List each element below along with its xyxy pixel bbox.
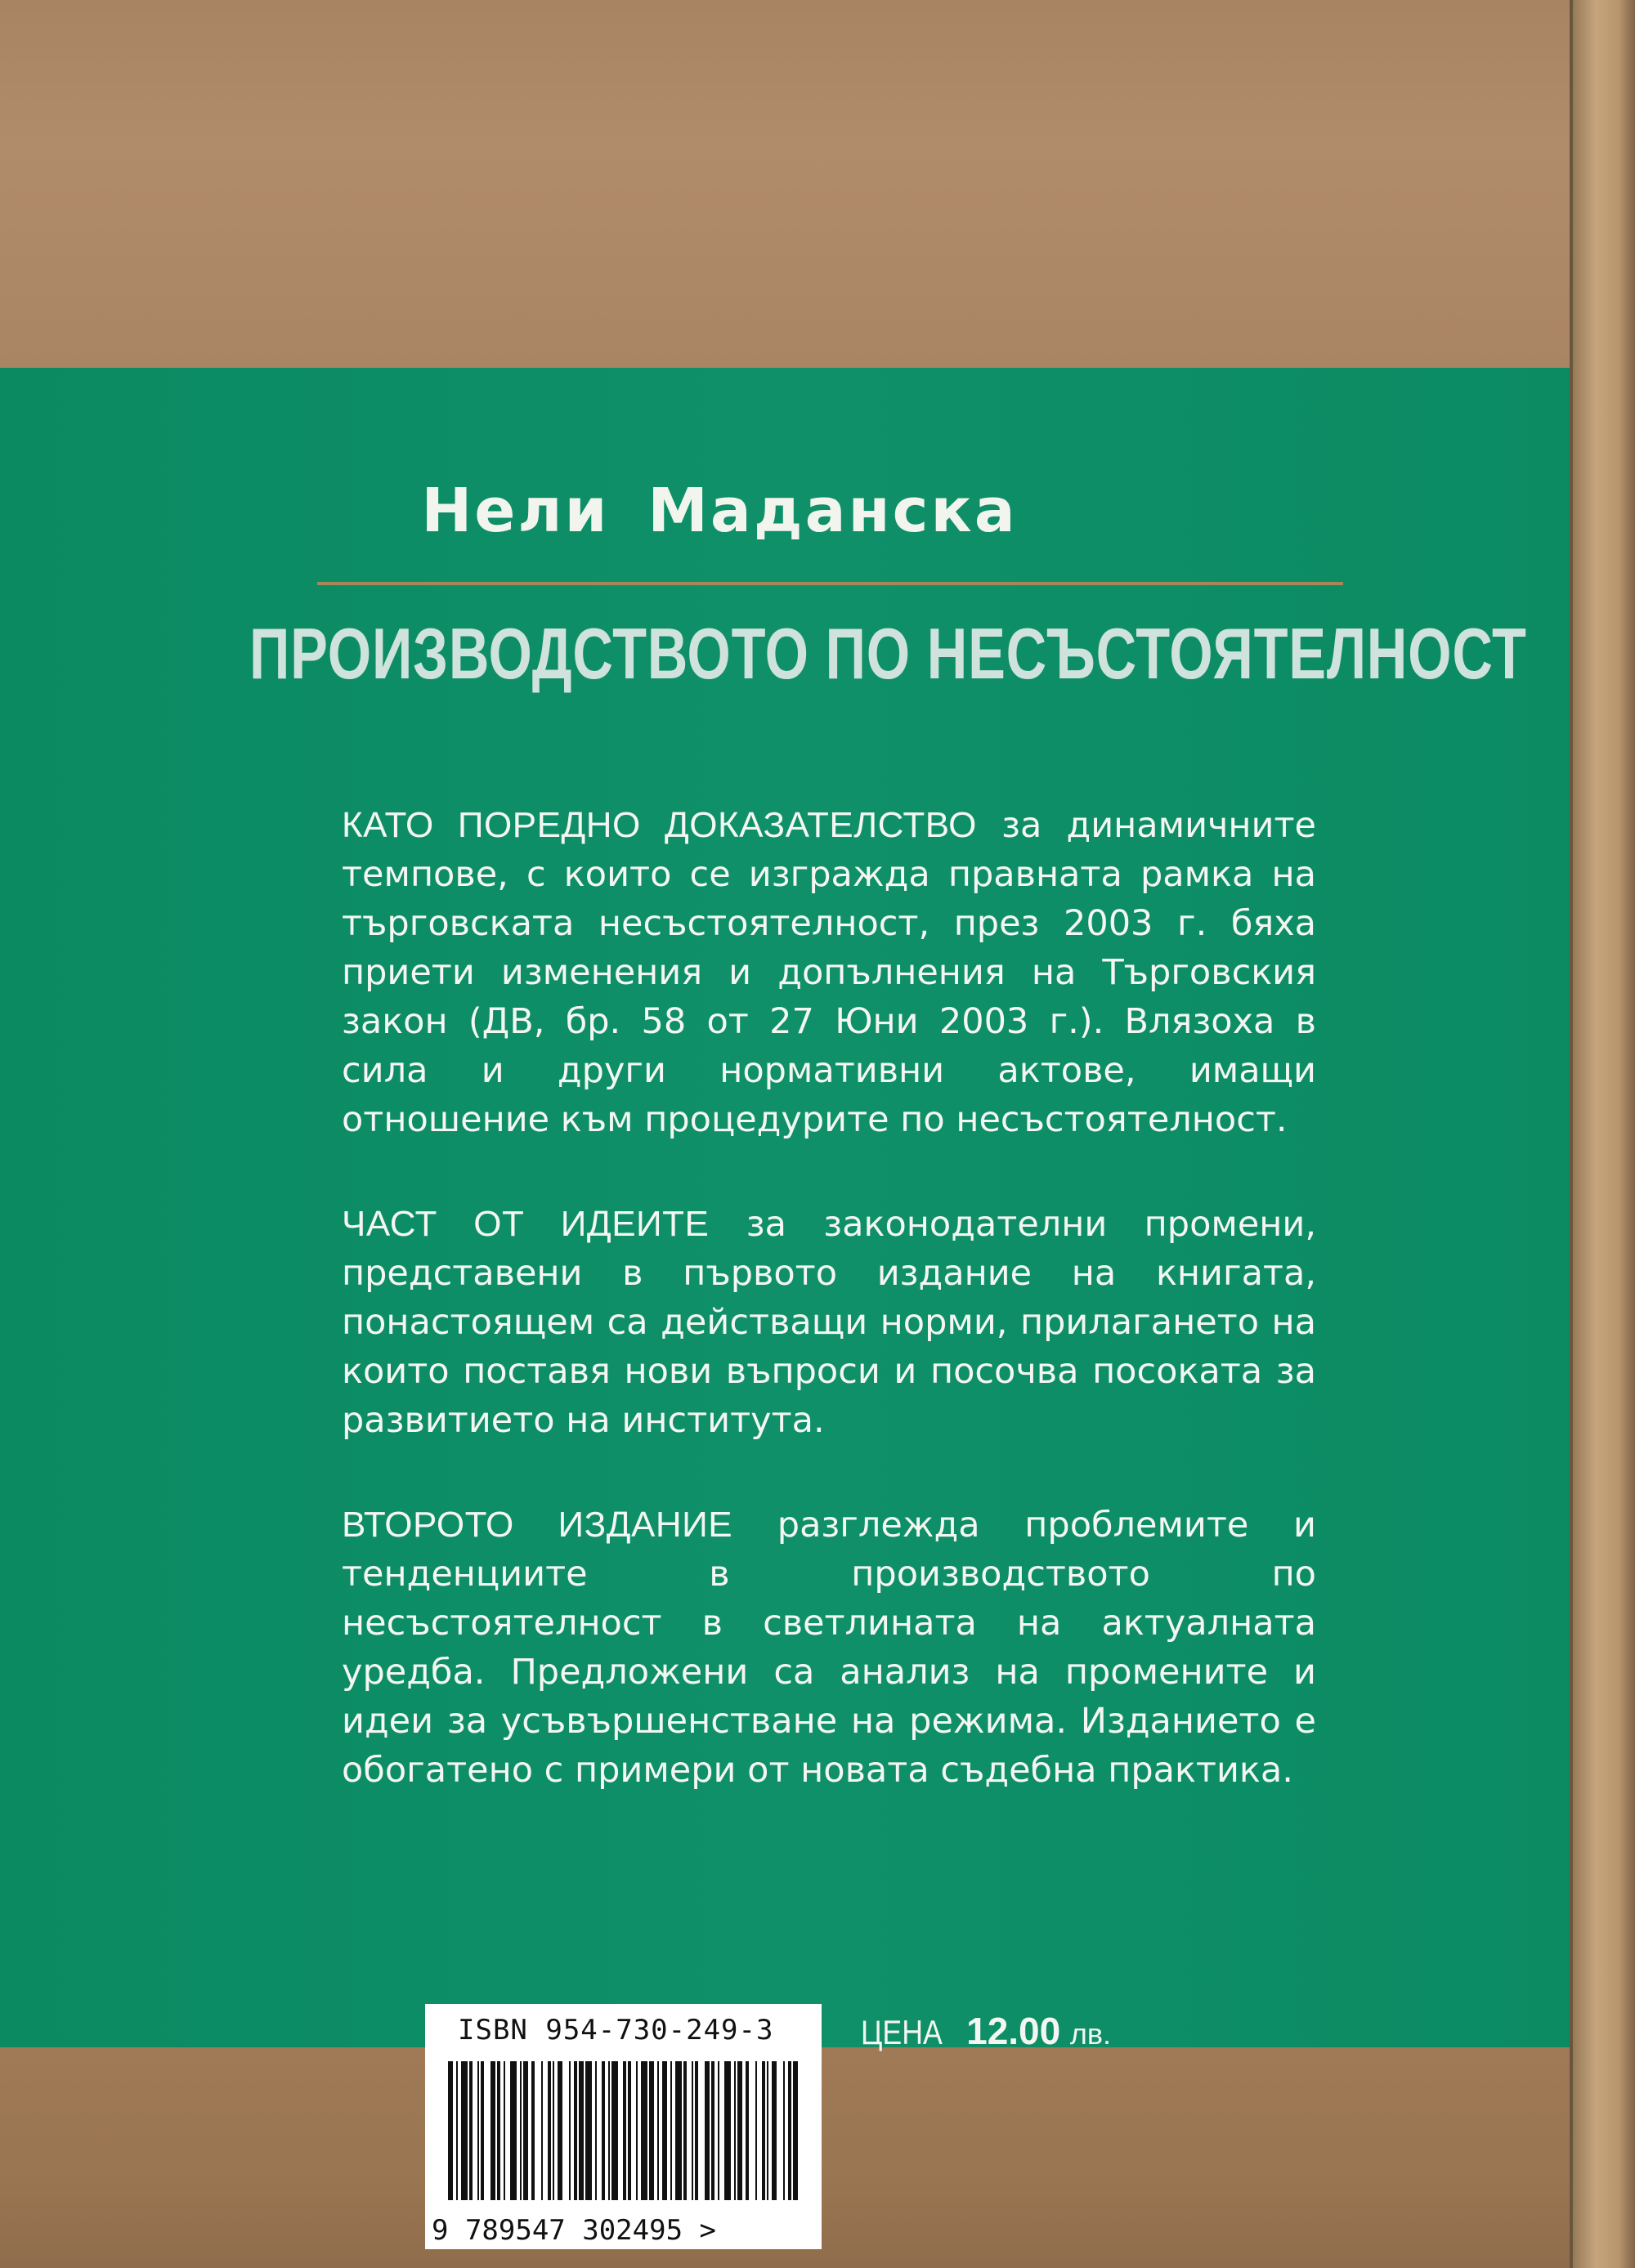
barcode-bar [628, 2061, 631, 2200]
isbn-barcode-label [425, 2004, 822, 2249]
barcode-bar [504, 2061, 505, 2200]
author-name: Нели Маданска [421, 476, 1018, 546]
barcode-bar [608, 2061, 610, 2200]
barcode-bar [793, 2061, 798, 2200]
isbn-number: ISBN 954-730-249-3 [458, 2014, 774, 2047]
barcode-bar [670, 2061, 672, 2200]
paragraph-lead: КАТО ПОРЕДНО ДОКАЗАТЕЛСТВО [342, 805, 977, 845]
barcode-bar [461, 2061, 468, 2200]
barcode-bar [737, 2061, 742, 2200]
barcode-bar [762, 2061, 765, 2200]
paragraph-text: за законодателни промени, представени в първото издание на книгата, понастоящем са действащи норми, прилагането на които поставя нови въпроси и посочва посоката за развитието на института. [342, 1204, 1316, 1441]
paragraph-lead: ЧАСТ ОТ ИДЕИТЕ [342, 1204, 710, 1244]
barcode-bar [662, 2061, 667, 2200]
blurb-paragraph [342, 801, 1316, 1144]
barcode-bar [767, 2061, 768, 2200]
barcode-bar [611, 2061, 618, 2200]
barcode-digits: 9 789547 302495 > [432, 2214, 716, 2247]
barcode-bar [541, 2061, 543, 2200]
barcode-bar [718, 2061, 719, 2200]
blurb-paragraph [342, 1501, 1316, 1795]
barcode-bar [574, 2061, 577, 2200]
barcode-bar [469, 2061, 473, 2200]
barcode-bar [788, 2061, 791, 2200]
paragraph-text: разглежда проблемите и тенденциите в производството по несъстоятелност в светлината на актуалната уредба. Предложени са анализ на промените и идеи за усъвършенстване на режима. Изданието е обогатено с примери от новата съдебна практика. [342, 1505, 1316, 1791]
barcode-bar [695, 2061, 698, 2200]
barcode-bar [523, 2061, 528, 2200]
barcode-bar [711, 2061, 714, 2200]
barcode-bar [675, 2061, 682, 2200]
barcode-bar [641, 2061, 647, 2200]
price-currency: лв. [1069, 2017, 1112, 2051]
barcode-bar [569, 2061, 571, 2200]
barcode-bar [783, 2061, 785, 2200]
book-spine [1570, 0, 1635, 2268]
price-amount: 12.00 [966, 2010, 1061, 2052]
book-title: ПРОИЗВОДСТВОТО ПО НЕСЪСТОЯТЕЛНОСТ [249, 613, 1527, 694]
barcode-bar [636, 2061, 638, 2200]
barcode-bar [734, 2061, 736, 2200]
barcode-bar [585, 2061, 592, 2200]
barcode-bar [497, 2061, 500, 2200]
blurb [342, 801, 1316, 1850]
barcode-bar [746, 2061, 749, 2200]
barcode-bar [558, 2061, 562, 2200]
blurb-paragraph [342, 1200, 1316, 1445]
barcode-bar [448, 2061, 453, 2200]
title-divider [317, 582, 1343, 585]
barcode-bar [772, 2061, 777, 2200]
barcode-bar [623, 2061, 626, 2200]
barcode-bar [579, 2061, 584, 2200]
barcode-bar [595, 2061, 597, 2200]
barcode-icon [425, 2053, 822, 2249]
barcode-bar [705, 2061, 710, 2200]
paragraph-text: за динамичните темпове, с които се изгражда правната рамка на търговската несъстоятелност, през 2003 г. бяха приети изменения и допълнения на Търговския закон (ДВ, бр. 58 от 27 Юни 2003 г.). Влязоха в сила и други нормативни актове, имащи отношение към процедурите по несъстоятелност. [342, 805, 1316, 1140]
paragraph-lead: ВТОРОТО ИЗДАНИЕ [342, 1505, 733, 1545]
barcode-bar [520, 2061, 522, 2200]
spine-edge [1570, 0, 1573, 2268]
barcode-bar [490, 2061, 495, 2200]
barcode-bar [683, 2061, 687, 2200]
barcode-bar [481, 2061, 484, 2200]
barcode-bar [692, 2061, 693, 2200]
barcode-bar [531, 2061, 535, 2200]
gold-top-band [0, 0, 1570, 368]
barcode-bar [649, 2061, 654, 2200]
price-label: ЦЕНА [861, 2013, 943, 2051]
barcode-bar [548, 2061, 551, 2200]
barcode-bar [510, 2061, 517, 2200]
barcode-bar [724, 2061, 731, 2200]
price-tag [861, 2009, 1111, 2053]
barcode-bar [657, 2061, 659, 2200]
barcode-bar [602, 2061, 605, 2200]
barcode-bar [553, 2061, 554, 2200]
barcode-bar [755, 2061, 757, 2200]
barcode-bar [477, 2061, 479, 2200]
barcode-bar [456, 2061, 458, 2200]
